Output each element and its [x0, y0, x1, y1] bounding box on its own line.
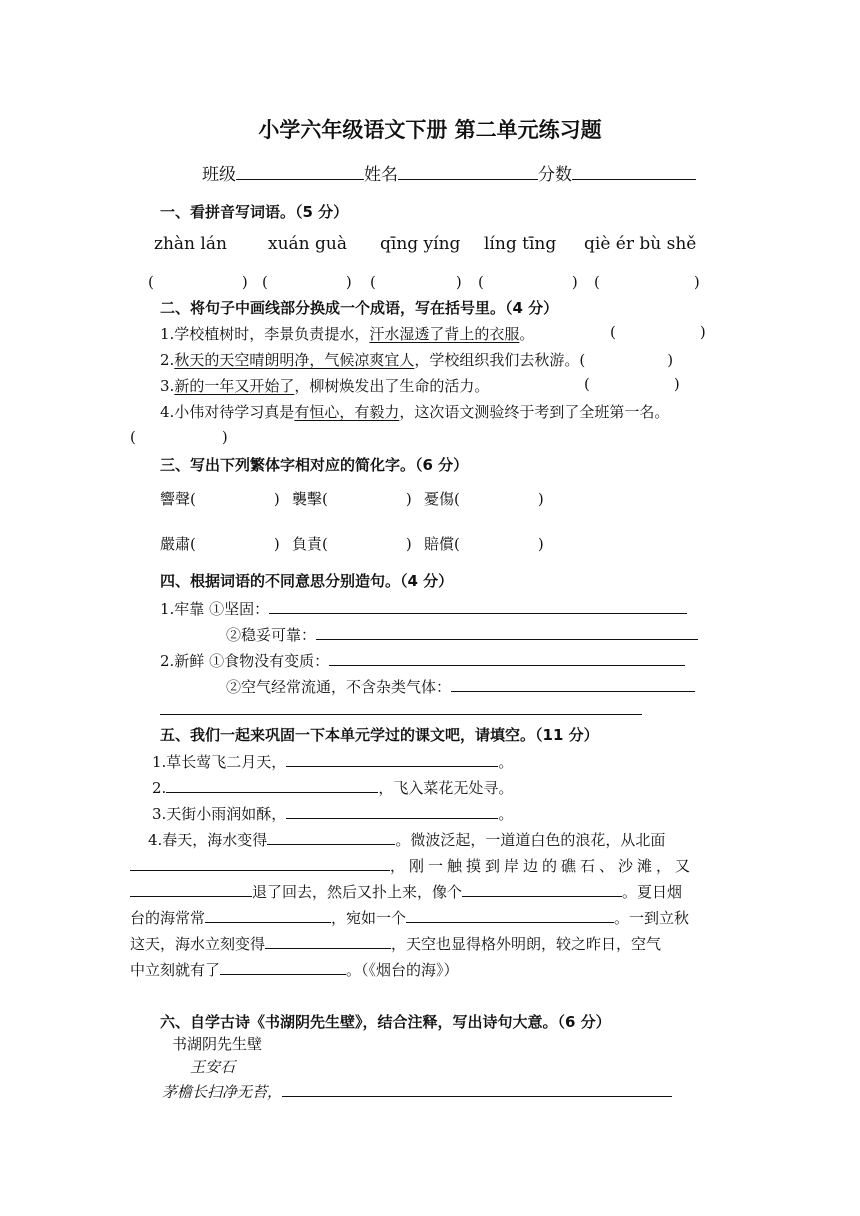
s5-para-6: 中立刻就有了 。（《烟台的海》） — [130, 958, 459, 980]
score-field[interactable] — [572, 163, 696, 180]
s5-para-5: 这天，海水立刻变得 ，天空也显得格外明朗，较之昨日，空气 — [130, 932, 661, 954]
s5-blank-7[interactable] — [462, 880, 622, 897]
section-1-heading: 一、看拼音写词语。（5 分） — [160, 203, 349, 221]
page-title: 小学六年级语文下册 第二单元练习题 — [258, 118, 602, 142]
pinyin-4: líng tīng — [484, 234, 557, 254]
s4-item-2a: 2.新鲜 ①食物没有变质： — [160, 649, 685, 671]
s4-item-2b: ②空气经常流通，不含杂类气体： — [226, 675, 695, 697]
section-3-heading: 三、写出下列繁体字相对应的简化字。（6 分） — [160, 456, 469, 474]
s5-blank-3[interactable] — [286, 802, 498, 819]
s5-blank-4[interactable] — [267, 828, 395, 845]
s4-line-1b[interactable] — [316, 623, 698, 640]
pinyin-1: zhàn lán — [154, 234, 227, 254]
score-label: 分数 — [538, 165, 572, 185]
s5-line-3: 3.天街小雨润如酥， 。 — [152, 802, 513, 824]
s5-blank-5[interactable] — [130, 854, 390, 871]
s5-blank-1[interactable] — [286, 750, 498, 767]
poem-author: 王安石 — [190, 1058, 236, 1076]
poem-answer-line[interactable] — [282, 1080, 672, 1097]
answer-paren-2[interactable]: ( ) — [262, 273, 352, 291]
s2-question-4: 4.小伟对待学习真是有恒心，有毅力，这次语文测验终于考到了全班第一名。 — [160, 403, 670, 421]
info-row — [202, 160, 696, 185]
s4-line-2b-cont[interactable] — [160, 714, 642, 715]
s5-para-1: 4.春天，海水变得 。微波泛起，一道道白色的浪花，从北面 — [148, 828, 665, 850]
s2-answer-4[interactable]: ( ) — [130, 428, 228, 446]
s2-question-1: 1.学校植树时，李景负责提水，汗水湿透了背上的衣服。 — [160, 325, 535, 343]
pinyin-3: qīng yíng — [380, 234, 461, 254]
trad-char-3[interactable]: 憂傷( ) — [424, 490, 544, 508]
poem-line-1: 茅檐长扫净无苔， — [162, 1080, 672, 1102]
answer-paren-1[interactable]: ( ) — [148, 273, 248, 291]
s5-blank-9[interactable] — [406, 906, 614, 923]
s5-para-2: ，刚一触摸到岸边的礁石、沙滩，又 — [130, 854, 694, 876]
answer-paren-3[interactable]: ( ) — [370, 273, 462, 291]
pinyin-2: xuán guà — [268, 234, 347, 254]
section-2-heading: 二、将句子中画线部分换成一个成语，写在括号里。（4 分） — [160, 299, 559, 317]
s5-blank-2[interactable] — [166, 776, 378, 793]
s5-blank-11[interactable] — [220, 958, 346, 975]
s2-question-2: 2.秋天的天空晴朗明净，气候凉爽宜人，学校组织我们去秋游。( ) — [160, 351, 674, 369]
s4-line-2a[interactable] — [329, 649, 685, 666]
answer-paren-5[interactable]: ( ) — [594, 273, 700, 291]
name-field[interactable] — [398, 163, 538, 180]
s2-answer-1[interactable]: ( ) — [610, 323, 706, 341]
s5-blank-8[interactable] — [205, 906, 331, 923]
s5-line-1: 1.草长莺飞二月天， 。 — [152, 750, 513, 772]
section-4-heading: 四、根据词语的不同意思分别造句。（4 分） — [160, 572, 454, 590]
s2-answer-3[interactable]: ( ) — [584, 375, 680, 393]
section-6-heading: 六、自学古诗《书湖阴先生壁》，结合注释，写出诗句大意。（6 分） — [160, 1013, 611, 1031]
s4-item-1b: ②稳妥可靠： — [226, 623, 698, 645]
name-label: 姓名 — [364, 165, 398, 185]
trad-char-1[interactable]: 響聲( ) — [160, 490, 280, 508]
s5-line-2: 2. ，飞入菜花无处寻。 — [152, 776, 513, 798]
poem-title: 书湖阴先生壁 — [172, 1035, 263, 1053]
s5-blank-6[interactable] — [130, 880, 252, 897]
s5-para-3: 退了回去，然后又扑上来，像个 。夏日烟 — [130, 880, 682, 902]
s4-item-1a: 1.牢靠 ①坚固： — [160, 597, 687, 619]
s2-question-3: 3.新的一年又开始了，柳树焕发出了生命的活力。 — [160, 377, 490, 395]
trad-char-6[interactable]: 賠償( ) — [424, 535, 544, 553]
answer-paren-4[interactable]: ( ) — [478, 273, 578, 291]
section-5-heading: 五、我们一起来巩固一下本单元学过的课文吧，请填空。（11 分） — [160, 726, 599, 744]
pinyin-5: qiè ér bù shě — [584, 234, 697, 254]
trad-char-2[interactable]: 襲擊( ) — [292, 490, 412, 508]
class-label: 班级 — [202, 165, 236, 185]
trad-char-5[interactable]: 負責( ) — [292, 535, 412, 553]
s4-line-1a[interactable] — [269, 597, 687, 614]
class-field[interactable] — [236, 163, 364, 180]
s5-para-4: 台的海常常 ，宛如一个 。一到立秋 — [130, 906, 689, 928]
s4-line-2b[interactable] — [451, 675, 695, 692]
trad-char-4[interactable]: 嚴肅( ) — [160, 535, 280, 553]
s5-blank-10[interactable] — [265, 932, 391, 949]
